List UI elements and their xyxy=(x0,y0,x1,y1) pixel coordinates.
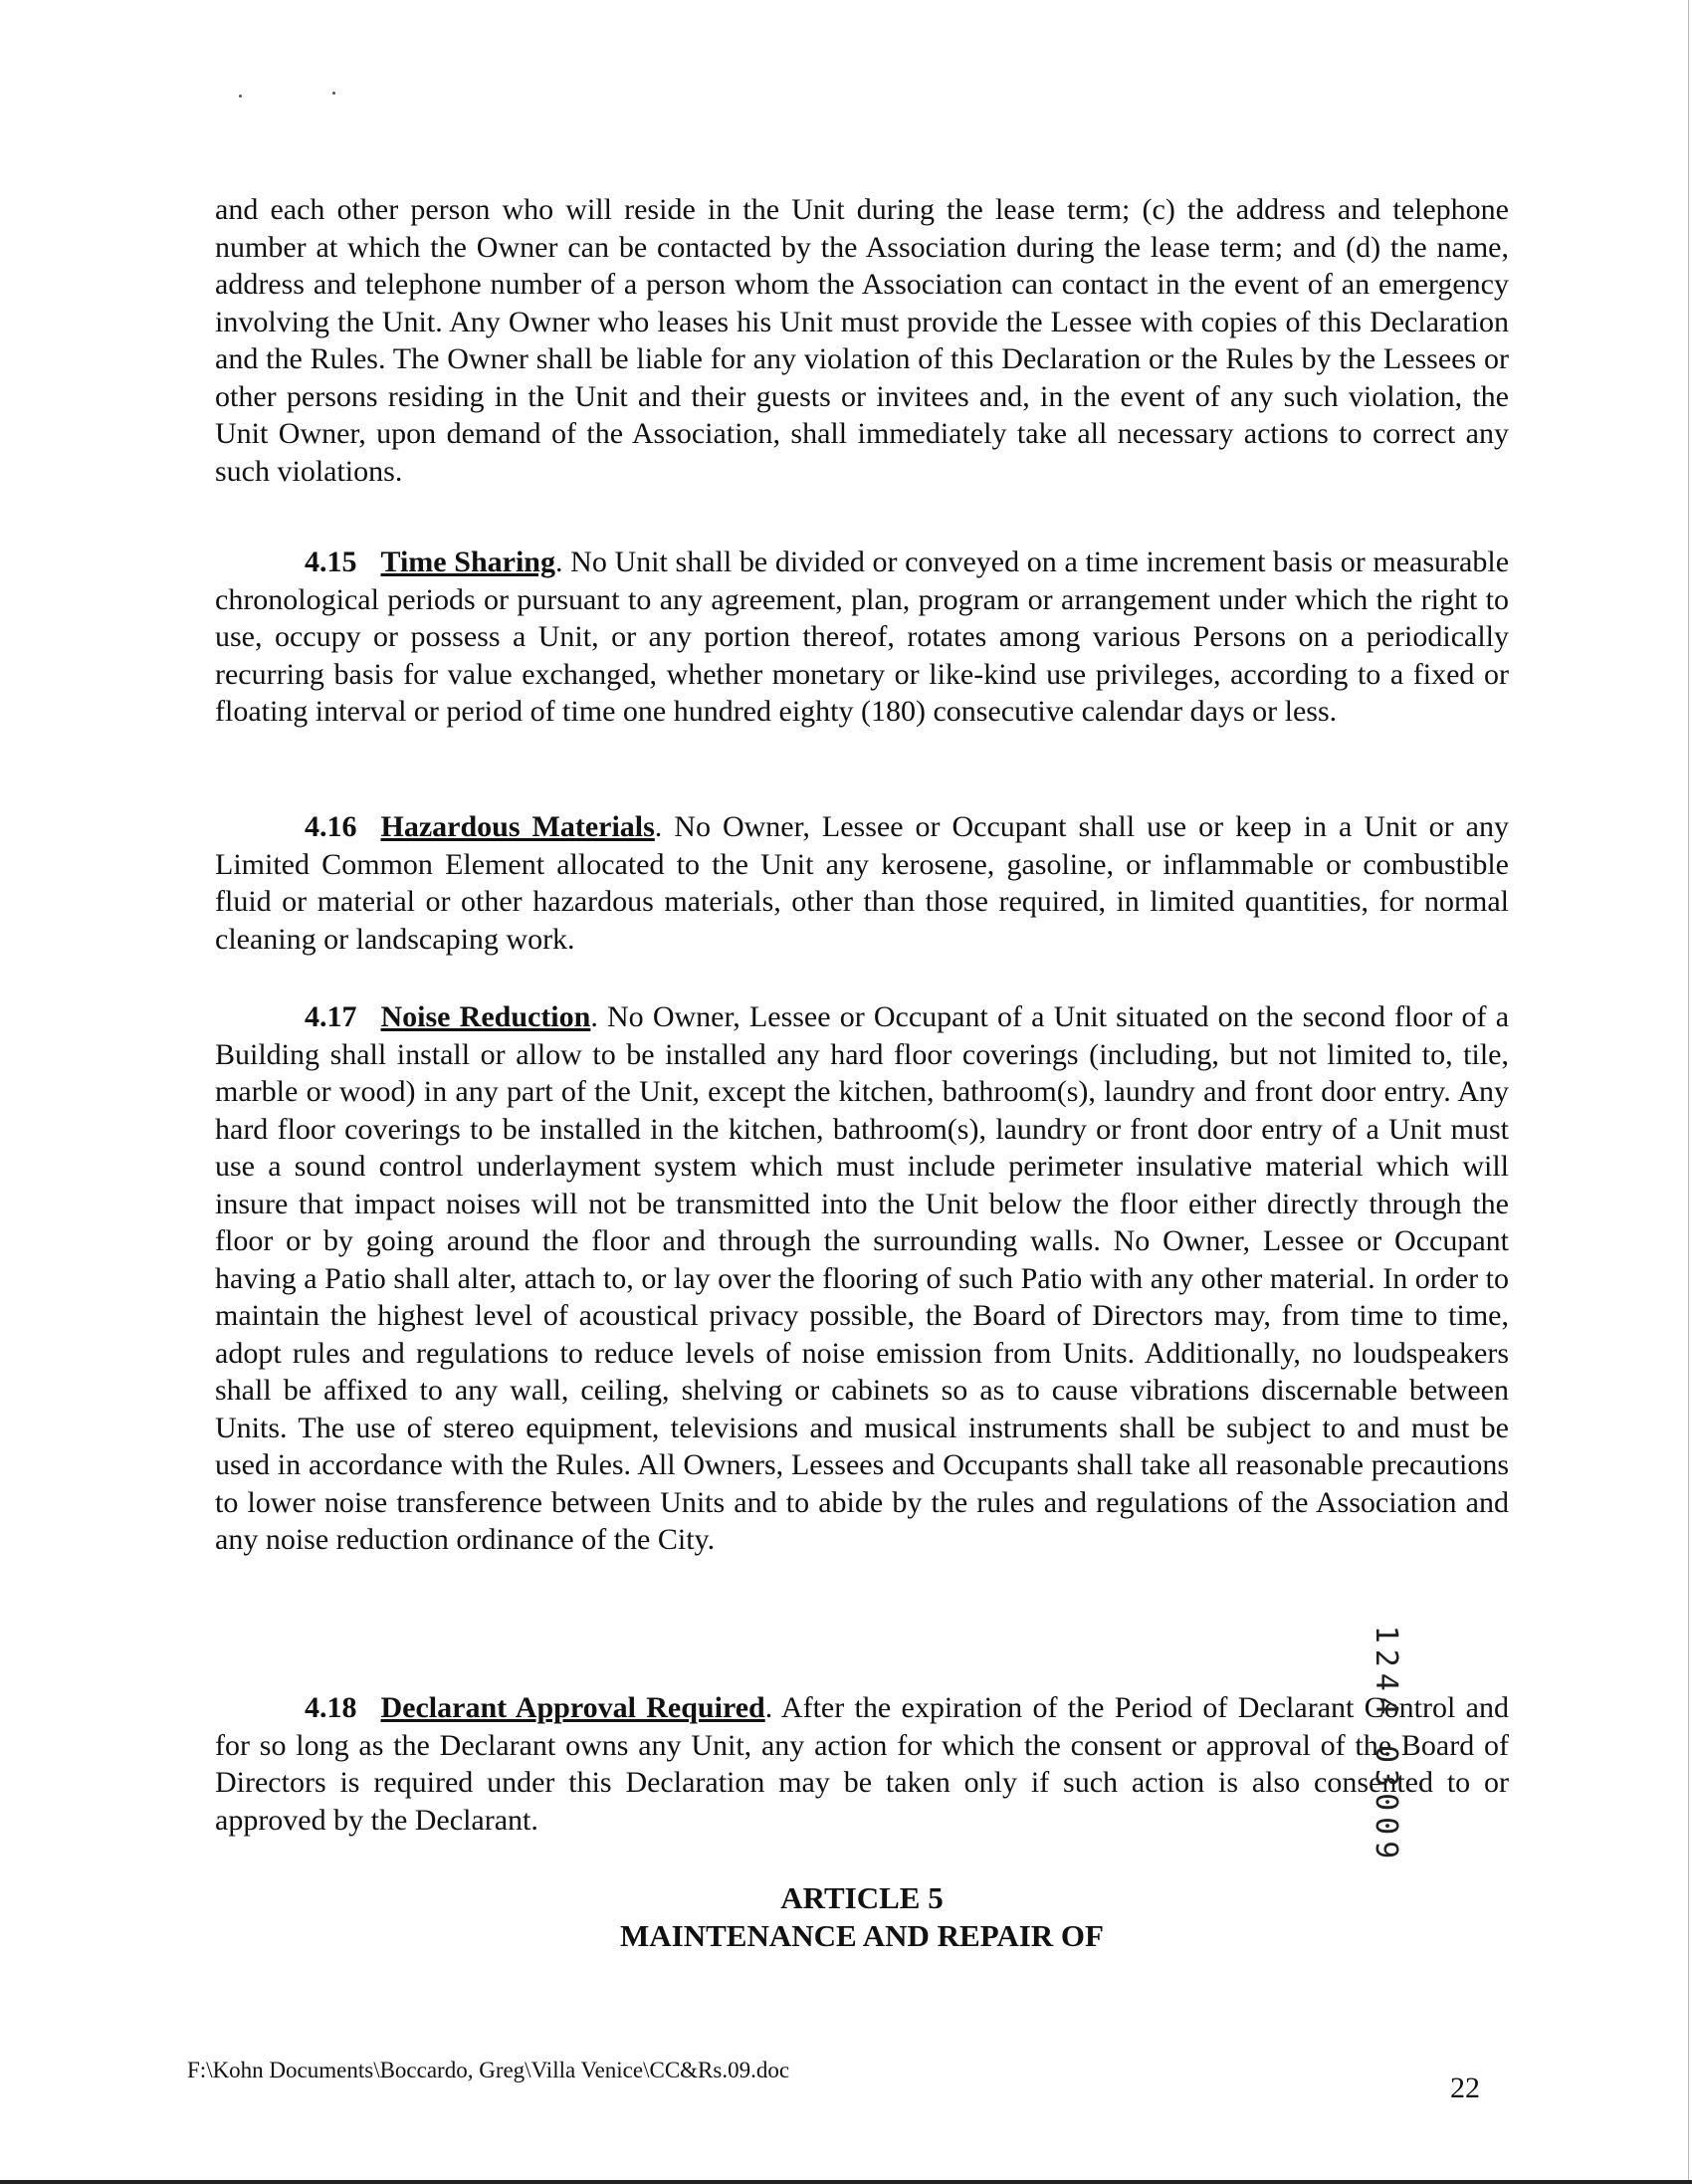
section-number: 4.16 xyxy=(305,810,357,843)
section-text: . No Owner, Lessee or Occupant shall use or keep in a Unit or any Limited Common Element allocated to the Unit any kerosene, gasoline, or inflammable or combustible fluid or material or other hazardous materials, other than those required, in limited quantities, for normal cleaning or landscaping work. xyxy=(215,810,1509,956)
section-4-17 xyxy=(215,998,1509,1559)
section-title: Time Sharing xyxy=(380,546,555,578)
section-4-16 xyxy=(215,808,1509,958)
section-number: 4.18 xyxy=(305,1691,357,1724)
section-title: Noise Reduction xyxy=(380,1000,591,1033)
section-number: 4.15 xyxy=(305,546,357,578)
footer-file-path: F:\Kohn Documents\Boccardo, Greg\Villa Venice\CC&Rs.09.doc xyxy=(187,2058,790,2082)
section-number: 4.17 xyxy=(305,1000,357,1033)
scan-speck xyxy=(332,92,335,95)
side-stamp xyxy=(1366,1601,1405,1889)
article-title-heading: MAINTENANCE AND REPAIR OF xyxy=(620,1918,1104,1953)
section-4-15 xyxy=(215,544,1509,731)
section-text: . After the expiration of the Period of Declarant Control and for so long as the Declarant owns any Unit, any action for which the consent or approval of the Board of Directors is required under this Declaration may be taken only if such action is also consented to or approved by the Declarant. xyxy=(215,1691,1509,1837)
section-text: . No Owner, Lessee or Occupant of a Unit situated on the second floor of a Building shall install or allow to be installed any hard floor coverings (including, but not limited to, tile, marble or wood) in any part of the Unit, except the kitchen, bathroom(s), laundry and front door entry. Any hard floor coverings to be installed in the kitchen, bathroom(s), laundry or front door entry of a Unit must use a sound control underlayment system which must include perimeter insulative material which will insure that impact noises will not be transmitted into the Unit below the floor either directly through the floor or by going around the floor and through the surrounding walls. No Owner, Lessee or Occupant having a Patio shall alter, attach to, or lay over the flooring of such Patio with any other material. In order to maintain the highest level of acoustical privacy possible, the Board of Directors may, from time to time, adopt rules and regulations to reduce levels of noise emission from Units. Additionally, no loudspeakers shall be affixed to any wall, ceiling, shelving or cabinets so as to cause vibrations discernable between Units. The use of stereo equipment, televisions and musical instruments shall be subject to and must be used in accordance with the Rules. All Owners, Lessees and Occupants shall take all reasonable precautions to lower noise transference between Units and to abide by the rules and regulations of the Association and any noise reduction ordinance of the City. xyxy=(215,1000,1510,1556)
section-title: Declarant Approval Required xyxy=(380,1691,765,1724)
article-number-heading: ARTICLE 5 xyxy=(780,1880,944,1915)
section-4-18 xyxy=(215,1689,1509,1839)
scan-bottom-edge xyxy=(0,2180,1692,2184)
scan-edge-line xyxy=(1688,0,1689,2184)
intro-paragraph: and each other person who will reside in the Unit during the lease term; (c) the address and telephone number at which the Owner can be contacted by the Association during the lease term; and (d) the name, address and telephone number of a person whom the Association can contact in the event of an emergency involving the Unit. Any Owner who leases his Unit must provide the Lessee with copies of this Declaration and the Rules. The Owner shall be liable for any violation of this Declaration or the Rules by the Lessees or other persons residing in the Unit and their guests or invitees and, in the event of any such violation, the Unit Owner, upon demand of the Association, shall immediately take all necessary actions to correct any such violations. xyxy=(215,193,1509,488)
section-title: Hazardous Materials xyxy=(380,810,655,843)
page-number: 22 xyxy=(1450,2072,1480,2104)
side-stamp-text: 1244 03009 xyxy=(1369,1625,1403,1865)
section-text: . No Unit shall be divided or conveyed on a time increment basis or measurable chronological periods or pursuant to any agreement, plan, program or arrangement under which the right to use, occupy or possess a Unit, or any portion thereof, rotates among various Persons on a periodically recurring basis for value exchanged, whether monetary or like-kind use privileges, according to a fixed or floating interval or period of time one hundred eighty (180) consecutive calendar days or less. xyxy=(215,546,1510,728)
scan-speck xyxy=(239,95,242,98)
